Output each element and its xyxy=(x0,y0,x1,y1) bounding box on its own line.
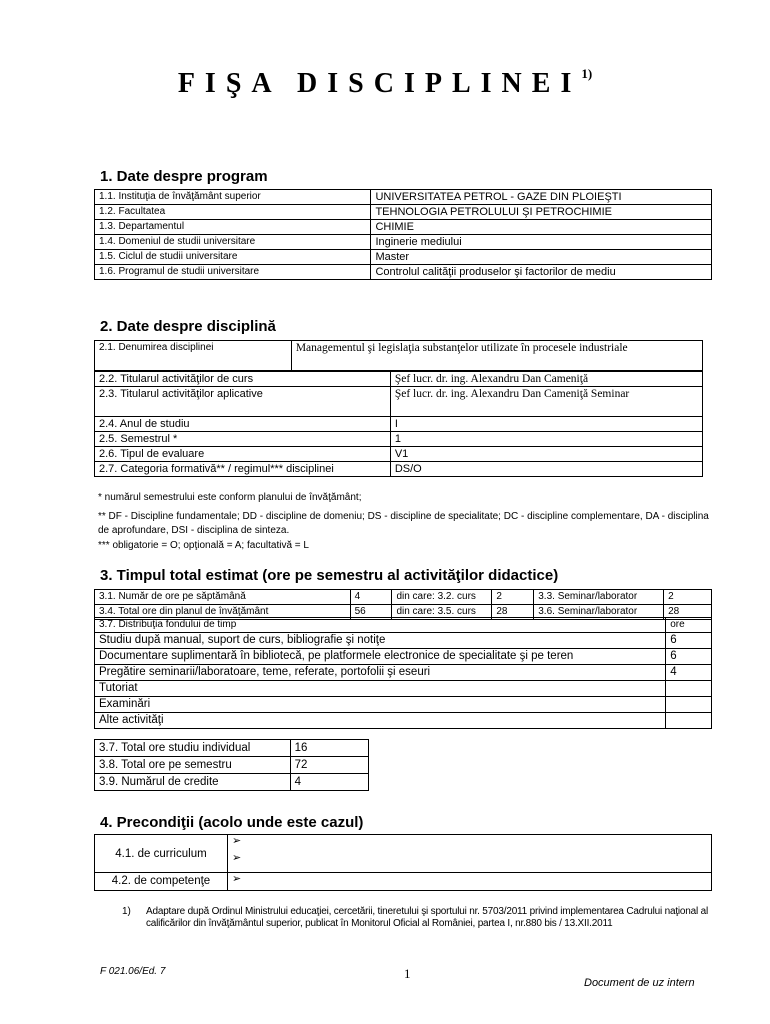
row-label: 2.5. Semestrul * xyxy=(95,432,391,447)
row-label: 1.5. Ciclul de studii universitare xyxy=(95,250,371,265)
table-row xyxy=(95,235,712,250)
total-value: 4 xyxy=(290,774,368,791)
totals-table xyxy=(94,739,369,791)
table-row xyxy=(95,341,703,371)
bullet-arrow-icon: ➢ xyxy=(231,852,242,864)
activity-hours: 4 xyxy=(666,665,712,681)
discipline-table xyxy=(94,371,703,477)
competente-label: 4.2. de competenţe xyxy=(95,873,228,891)
row-label: 1.6. Programul de studii universitare xyxy=(95,265,371,280)
distribution-label: 3.7. Distribuţia fondului de timp xyxy=(95,618,666,633)
activity-label: Pregătire seminarii/laboratoare, teme, referate, portofolii şi eseuri xyxy=(95,665,666,681)
activity-hours xyxy=(666,681,712,697)
hours-label: 3.1. Număr de ore pe săptămână xyxy=(95,590,351,605)
curriculum-value xyxy=(227,835,711,873)
title-footnote-ref: 1) xyxy=(581,65,593,81)
course-value: 2 xyxy=(492,590,534,605)
row-value: Controlul calităţii produselor şi factorilor de mediu xyxy=(371,265,712,280)
form-code: F 021.06/Ed. 7 xyxy=(100,966,166,977)
program-table xyxy=(94,189,712,280)
table-row xyxy=(95,649,712,665)
hours-value: 56 xyxy=(350,605,392,620)
row-value: I xyxy=(390,417,702,432)
semester-note: * numărul semestrului este conform planului de învăţământ; xyxy=(98,492,362,503)
table-row xyxy=(95,618,712,633)
footnote-number: 1) xyxy=(122,906,131,917)
distribution-unit: ore xyxy=(666,618,712,633)
table-row xyxy=(95,774,369,791)
bullet-arrow-icon: ➢ xyxy=(231,835,242,847)
row-label: 1.4. Domeniul de studii universitare xyxy=(95,235,371,250)
course-label: din care: 3.5. curs xyxy=(392,605,492,620)
row-value: Master xyxy=(371,250,712,265)
row-label: 2.3. Titularul activităţilor aplicative xyxy=(95,387,391,417)
row-value: TEHNOLOGIA PETROLULUI ŞI PETROCHIMIE xyxy=(371,205,712,220)
hours-label: 3.4. Total ore din planul de învăţământ xyxy=(95,605,351,620)
total-value: 72 xyxy=(290,757,368,774)
row-label: 1.3. Departamentul xyxy=(95,220,371,235)
page-number: 1 xyxy=(404,966,411,981)
course-value: 28 xyxy=(492,605,534,620)
hours-table xyxy=(94,589,712,620)
table-row xyxy=(95,372,703,387)
row-value: Şef lucr. dr. ing. Alexandru Dan Cameniţă Seminar xyxy=(390,387,702,417)
table-row xyxy=(95,835,712,873)
table-row xyxy=(95,681,712,697)
table-row xyxy=(95,462,703,477)
table-row xyxy=(95,447,703,462)
table-row xyxy=(95,432,703,447)
section-1-heading: 1. Date despre program xyxy=(100,168,268,185)
activity-label: Tutoriat xyxy=(95,681,666,697)
activity-label: Studiu după manual, suport de curs, bibliografie şi notiţe xyxy=(95,633,666,649)
discipline-name-table xyxy=(94,340,703,371)
time-distribution-table xyxy=(94,617,712,729)
row-label: 2.2. Titularul activităţilor de curs xyxy=(95,372,391,387)
table-row xyxy=(95,220,712,235)
table-row xyxy=(95,417,703,432)
activity-label: Alte activităţi xyxy=(95,713,666,729)
row-label: 2.6. Tipul de evaluare xyxy=(95,447,391,462)
seminar-value: 28 xyxy=(664,605,712,620)
section-2-heading: 2. Date despre disciplină xyxy=(100,318,276,335)
seminar-value: 2 xyxy=(664,590,712,605)
table-row xyxy=(95,665,712,681)
preconditions-table xyxy=(94,834,712,891)
table-row xyxy=(95,205,712,220)
table-row xyxy=(95,250,712,265)
row-label: 1.2. Facultatea xyxy=(95,205,371,220)
total-label: 3.8. Total ore pe semestru xyxy=(95,757,291,774)
row-value: V1 xyxy=(390,447,702,462)
table-row xyxy=(95,265,712,280)
table-row xyxy=(95,190,712,205)
total-label: 3.9. Numărul de credite xyxy=(95,774,291,791)
table-row xyxy=(95,713,712,729)
row-value: DS/O xyxy=(390,462,702,477)
row-value: Inginerie mediului xyxy=(371,235,712,250)
row-label: 1.1. Instituţia de învăţământ superior xyxy=(95,190,371,205)
table-row xyxy=(95,873,712,891)
document-classification: Document de uz intern xyxy=(584,977,695,989)
total-value: 16 xyxy=(290,740,368,757)
page-title: FIŞA DISCIPLINEI$^{1)}$ xyxy=(177,65,593,99)
hours-value: 4 xyxy=(350,590,392,605)
row-label: 2.7. Categoria formativă** / regimul*** disciplinei xyxy=(95,462,391,477)
table-row xyxy=(95,757,369,774)
row-value: CHIMIE xyxy=(371,220,712,235)
course-label: din care: 3.2. curs xyxy=(392,590,492,605)
bullet-arrow-icon: ➢ xyxy=(231,873,242,885)
section-4-heading: 4. Precondiţii (acolo unde este cazul) xyxy=(100,814,364,831)
row-label: 2.1. Denumirea disciplinei xyxy=(95,341,292,371)
row-label: 2.4. Anul de studiu xyxy=(95,417,391,432)
table-row xyxy=(95,387,703,417)
row-value: 1 xyxy=(390,432,702,447)
table-row xyxy=(95,740,369,757)
footnote-text: Adaptare după Ordinul Ministrului educaţiei, cercetării, tineretului şi sportului nr. 5703/2011 privind implementarea Cadrului naţional al calificărilor din învăţământul superior, publicat în Monitorul Oficial al României, partea I, nr.880 bis / 13.XII.2011 xyxy=(146,906,708,929)
competente-value xyxy=(227,873,711,891)
table-row xyxy=(95,697,712,713)
total-label: 3.7. Total ore studiu individual xyxy=(95,740,291,757)
curriculum-label: 4.1. de curriculum xyxy=(95,835,228,873)
activity-hours: 6 xyxy=(666,633,712,649)
seminar-label: 3.3. Seminar/laborator xyxy=(534,590,664,605)
activity-label: Examinări xyxy=(95,697,666,713)
table-row xyxy=(95,633,712,649)
regime-note: *** obligatorie = O; opţională = A; facultativă = L xyxy=(98,540,309,551)
row-value: UNIVERSITATEA PETROL - GAZE DIN PLOIEŞTI xyxy=(371,190,712,205)
activity-hours: 6 xyxy=(666,649,712,665)
row-value: Şef lucr. dr. ing. Alexandru Dan Cameniţă xyxy=(390,372,702,387)
seminar-label: 3.6. Seminar/laborator xyxy=(534,605,664,620)
activity-hours xyxy=(666,713,712,729)
section-3-heading: 3. Timpul total estimat (ore pe semestru al activităţilor didactice) xyxy=(100,567,559,584)
table-row xyxy=(95,590,712,605)
activity-label: Documentare suplimentară în bibliotecă, pe platformele electronice de specialitate şi pe teren xyxy=(95,649,666,665)
discipline-name: Managementul şi legislaţia substanţelor utilizate în procesele industriale xyxy=(291,341,702,371)
activity-hours xyxy=(666,697,712,713)
category-note: ** DF - Discipline fundamentale; DD - discipline de domeniu; DS - discipline de specialitate; DC - discipline complementare, DA - disciplina de aprofundare, DSI - disciplina de sinteza. xyxy=(98,511,709,536)
